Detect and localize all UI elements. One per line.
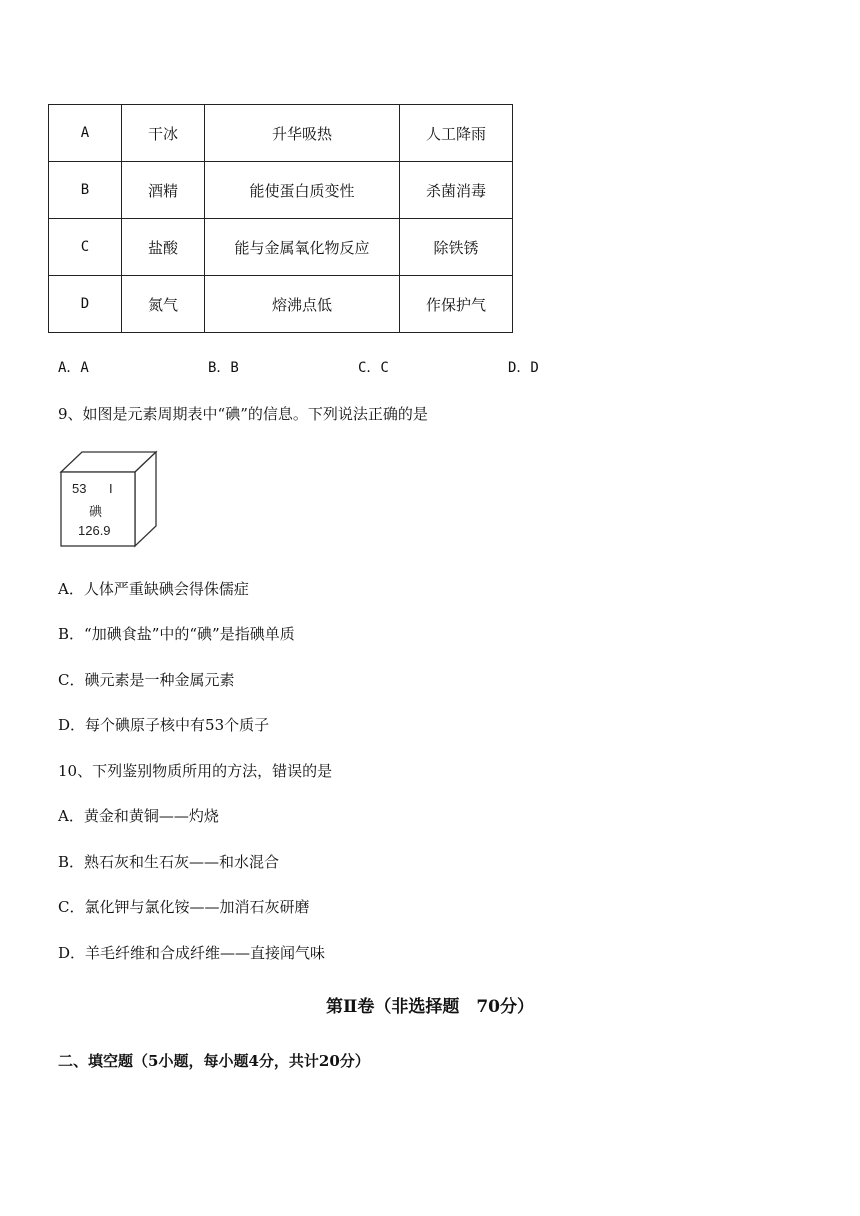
q9-option-a: A．人体严重缺碘会得侏儒症 — [58, 580, 249, 598]
element-symbol: I — [109, 481, 113, 496]
row-key: D — [49, 276, 122, 333]
substance-cell: 酒精 — [122, 162, 205, 219]
property-cell: 升华吸热 — [205, 105, 400, 162]
table-row — [49, 162, 513, 219]
q10-option-a: A．黄金和黄铜——灼烧 — [58, 807, 219, 825]
q10-option-c: C．氯化钾与氯化铵——加消石灰研磨 — [58, 898, 310, 916]
table-row — [49, 219, 513, 276]
substance-cell: 干冰 — [122, 105, 205, 162]
use-cell: 作保护气 — [400, 276, 513, 333]
element-name: 碘 — [89, 505, 103, 520]
q9-stem: 9、如图是元素周期表中“碘”的信息。下列说法正确的是 — [58, 405, 428, 423]
property-cell: 能与金属氧化物反应 — [205, 219, 400, 276]
section-subtitle: 二、填空题（5小题，每小题4分，共计20分） — [58, 1052, 370, 1070]
use-cell: 人工降雨 — [400, 105, 513, 162]
substance-cell: 氮气 — [122, 276, 205, 333]
option-d: D．D — [508, 360, 539, 376]
option-a: A．A — [58, 360, 89, 376]
q10-option-d: D．羊毛纤维和合成纤维——直接闻气味 — [58, 944, 326, 962]
q10-option-b: B．熟石灰和生石灰——和水混合 — [58, 853, 280, 871]
row-key: B — [49, 162, 122, 219]
table-row — [49, 105, 513, 162]
substance-property-table — [48, 104, 513, 333]
substance-cell: 盐酸 — [122, 219, 205, 276]
use-cell: 除铁锈 — [400, 219, 513, 276]
property-cell: 能使蛋白质变性 — [205, 162, 400, 219]
q10-stem: 10、下列鉴别物质所用的方法，错误的是 — [58, 762, 333, 780]
option-c: C．C — [358, 360, 389, 376]
row-key: C — [49, 219, 122, 276]
atomic-mass: 126.9 — [78, 523, 111, 538]
q9-option-c: C．碘元素是一种金属元素 — [58, 671, 235, 689]
atomic-number: 53 — [72, 481, 87, 496]
table-row — [49, 276, 513, 333]
property-cell: 熔沸点低 — [205, 276, 400, 333]
row-key: A — [49, 105, 122, 162]
use-cell: 杀菌消毒 — [400, 162, 513, 219]
q9-option-b: B．“加碘食盐”中的“碘”是指碘单质 — [58, 625, 295, 643]
iodine-element-tile — [58, 450, 162, 550]
q9-option-d: D．每个碘原子核中有53个质子 — [58, 716, 270, 734]
option-b: B．B — [208, 360, 239, 376]
section-title: 第Ⅱ卷（非选择题 70分） — [326, 997, 534, 1017]
